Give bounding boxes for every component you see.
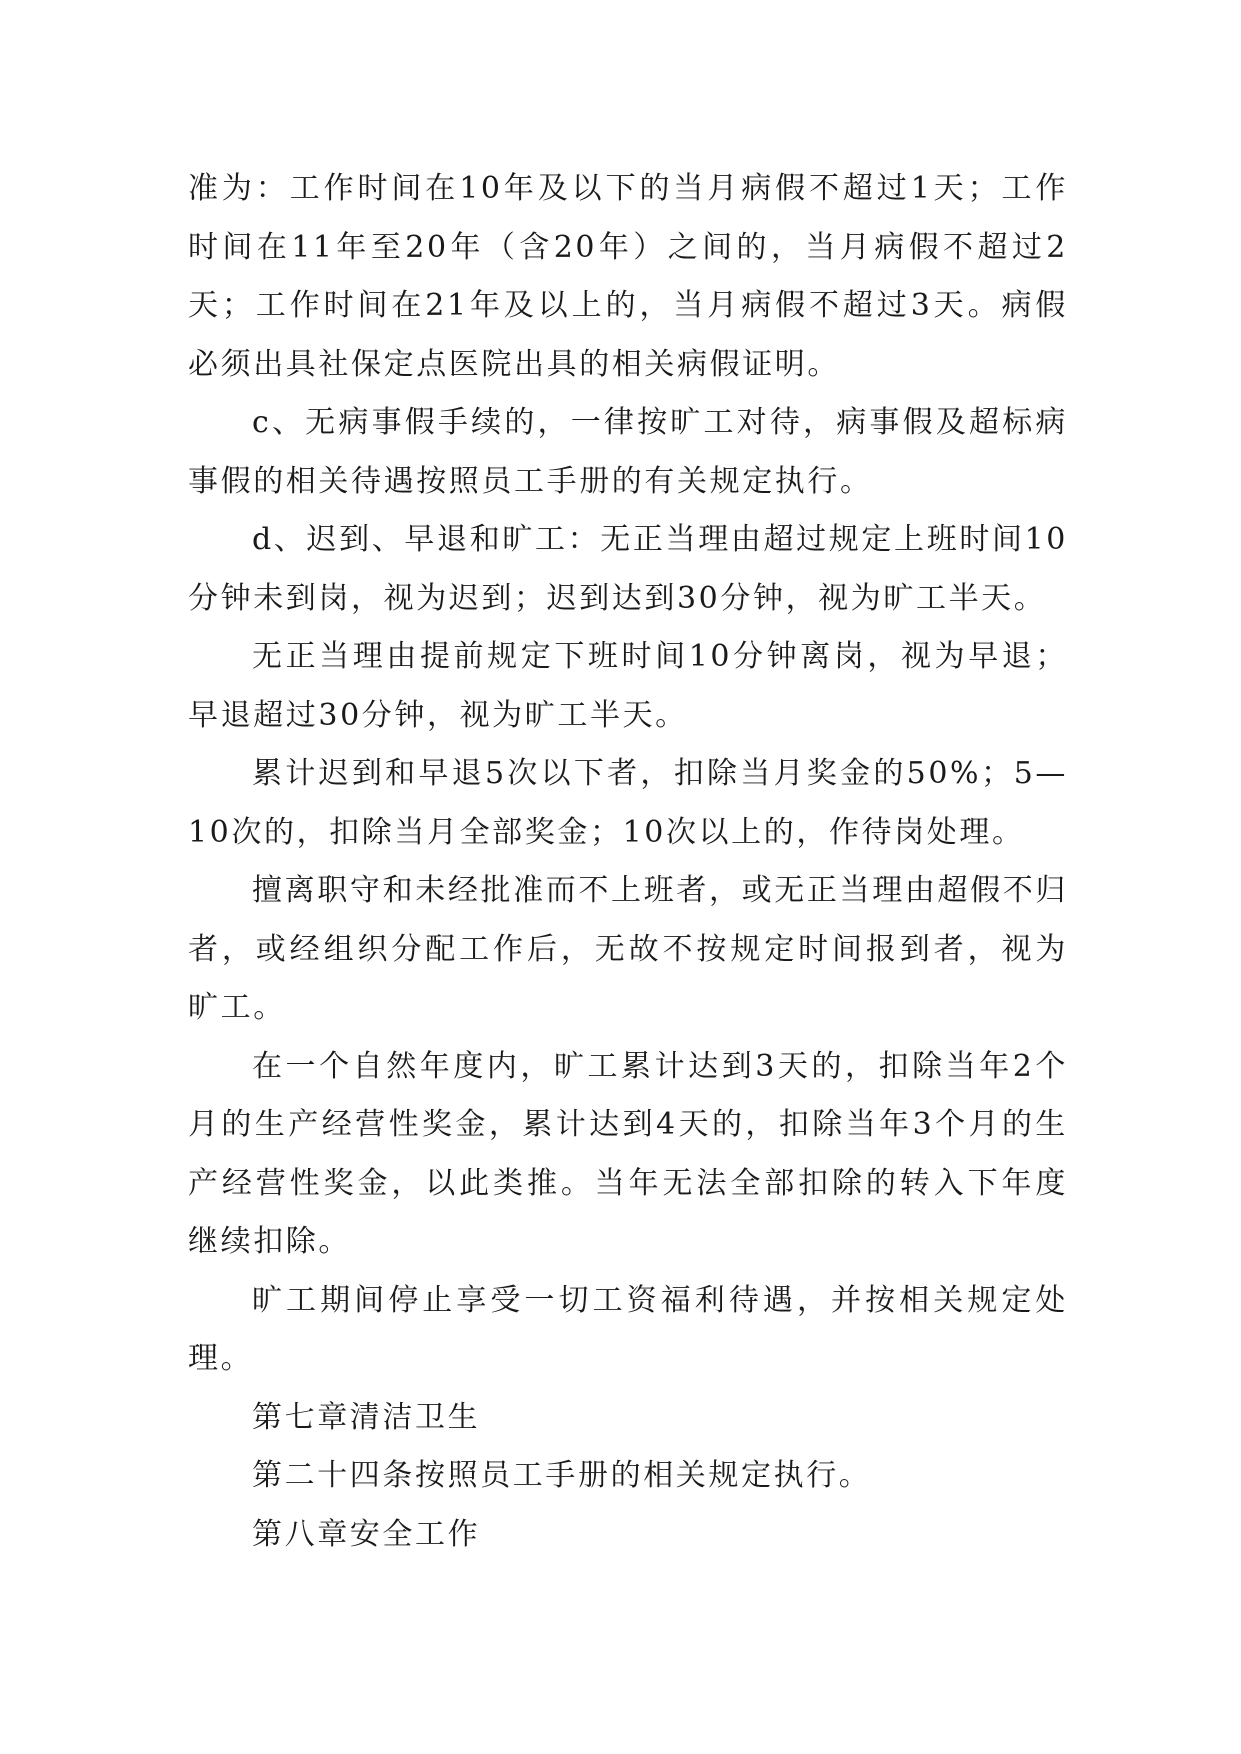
paragraph-early-leave-definition: 无正当理由提前规定下班时间10分钟离岗，视为早退；早退超过30分钟，视为旷工半天。 bbox=[188, 639, 1068, 733]
chapter-heading-safety: 第八章安全工作 bbox=[252, 1516, 481, 1552]
paragraph-annual-absence-penalty: 在一个自然年度内，旷工累计达到3天的，扣除当年2个月的生产经营性奖金，累计达到4天的，扣除当年3个月的生产经营性奖金，以此类推。当年无法全部扣除的转入下年度继续扣除。 bbox=[188, 1048, 1068, 1259]
paragraph-absence-benefits: 旷工期间停止享受一切工资福利待遇，并按相关规定处理。 bbox=[188, 1282, 1068, 1376]
document-body bbox=[188, 160, 1068, 1564]
article-twenty-four: 第二十四条按照员工手册的相关规定执行。 bbox=[252, 1458, 872, 1493]
paragraph-no-leave-procedure: c、无病事假手续的，一律按旷工对待，病事假及超标病事假的相关待遇按照员工手册的有关规定执行。 bbox=[188, 405, 1068, 499]
paragraph-absenteeism-definition: 擅离职守和未经批准而不上班者，或无正当理由超假不归者，或经组织分配工作后，无故不按规定时间报到者，视为旷工。 bbox=[188, 873, 1068, 1025]
chapter-heading-cleaning: 第七章清洁卫生 bbox=[252, 1399, 481, 1435]
paragraph-late-definition: d、迟到、早退和旷工：无正当理由超过规定上班时间10分钟未到岗，视为迟到；迟到达到30分钟，视为旷工半天。 bbox=[188, 522, 1068, 616]
paragraph-sick-leave-standard: 准为：工作时间在10年及以下的当月病假不超过1天；工作时间在11年至20年（含20年）之间的，当月病假不超过2天；工作时间在21年及以上的，当月病假不超过3天。病假必须出具社保定点医院出具的相关病假证明。 bbox=[188, 171, 1068, 382]
paragraph-cumulative-penalty: 累计迟到和早退5次以下者，扣除当月奖金的50%；5—10次的，扣除当月全部奖金；10次以上的，作待岗处理。 bbox=[188, 756, 1068, 850]
